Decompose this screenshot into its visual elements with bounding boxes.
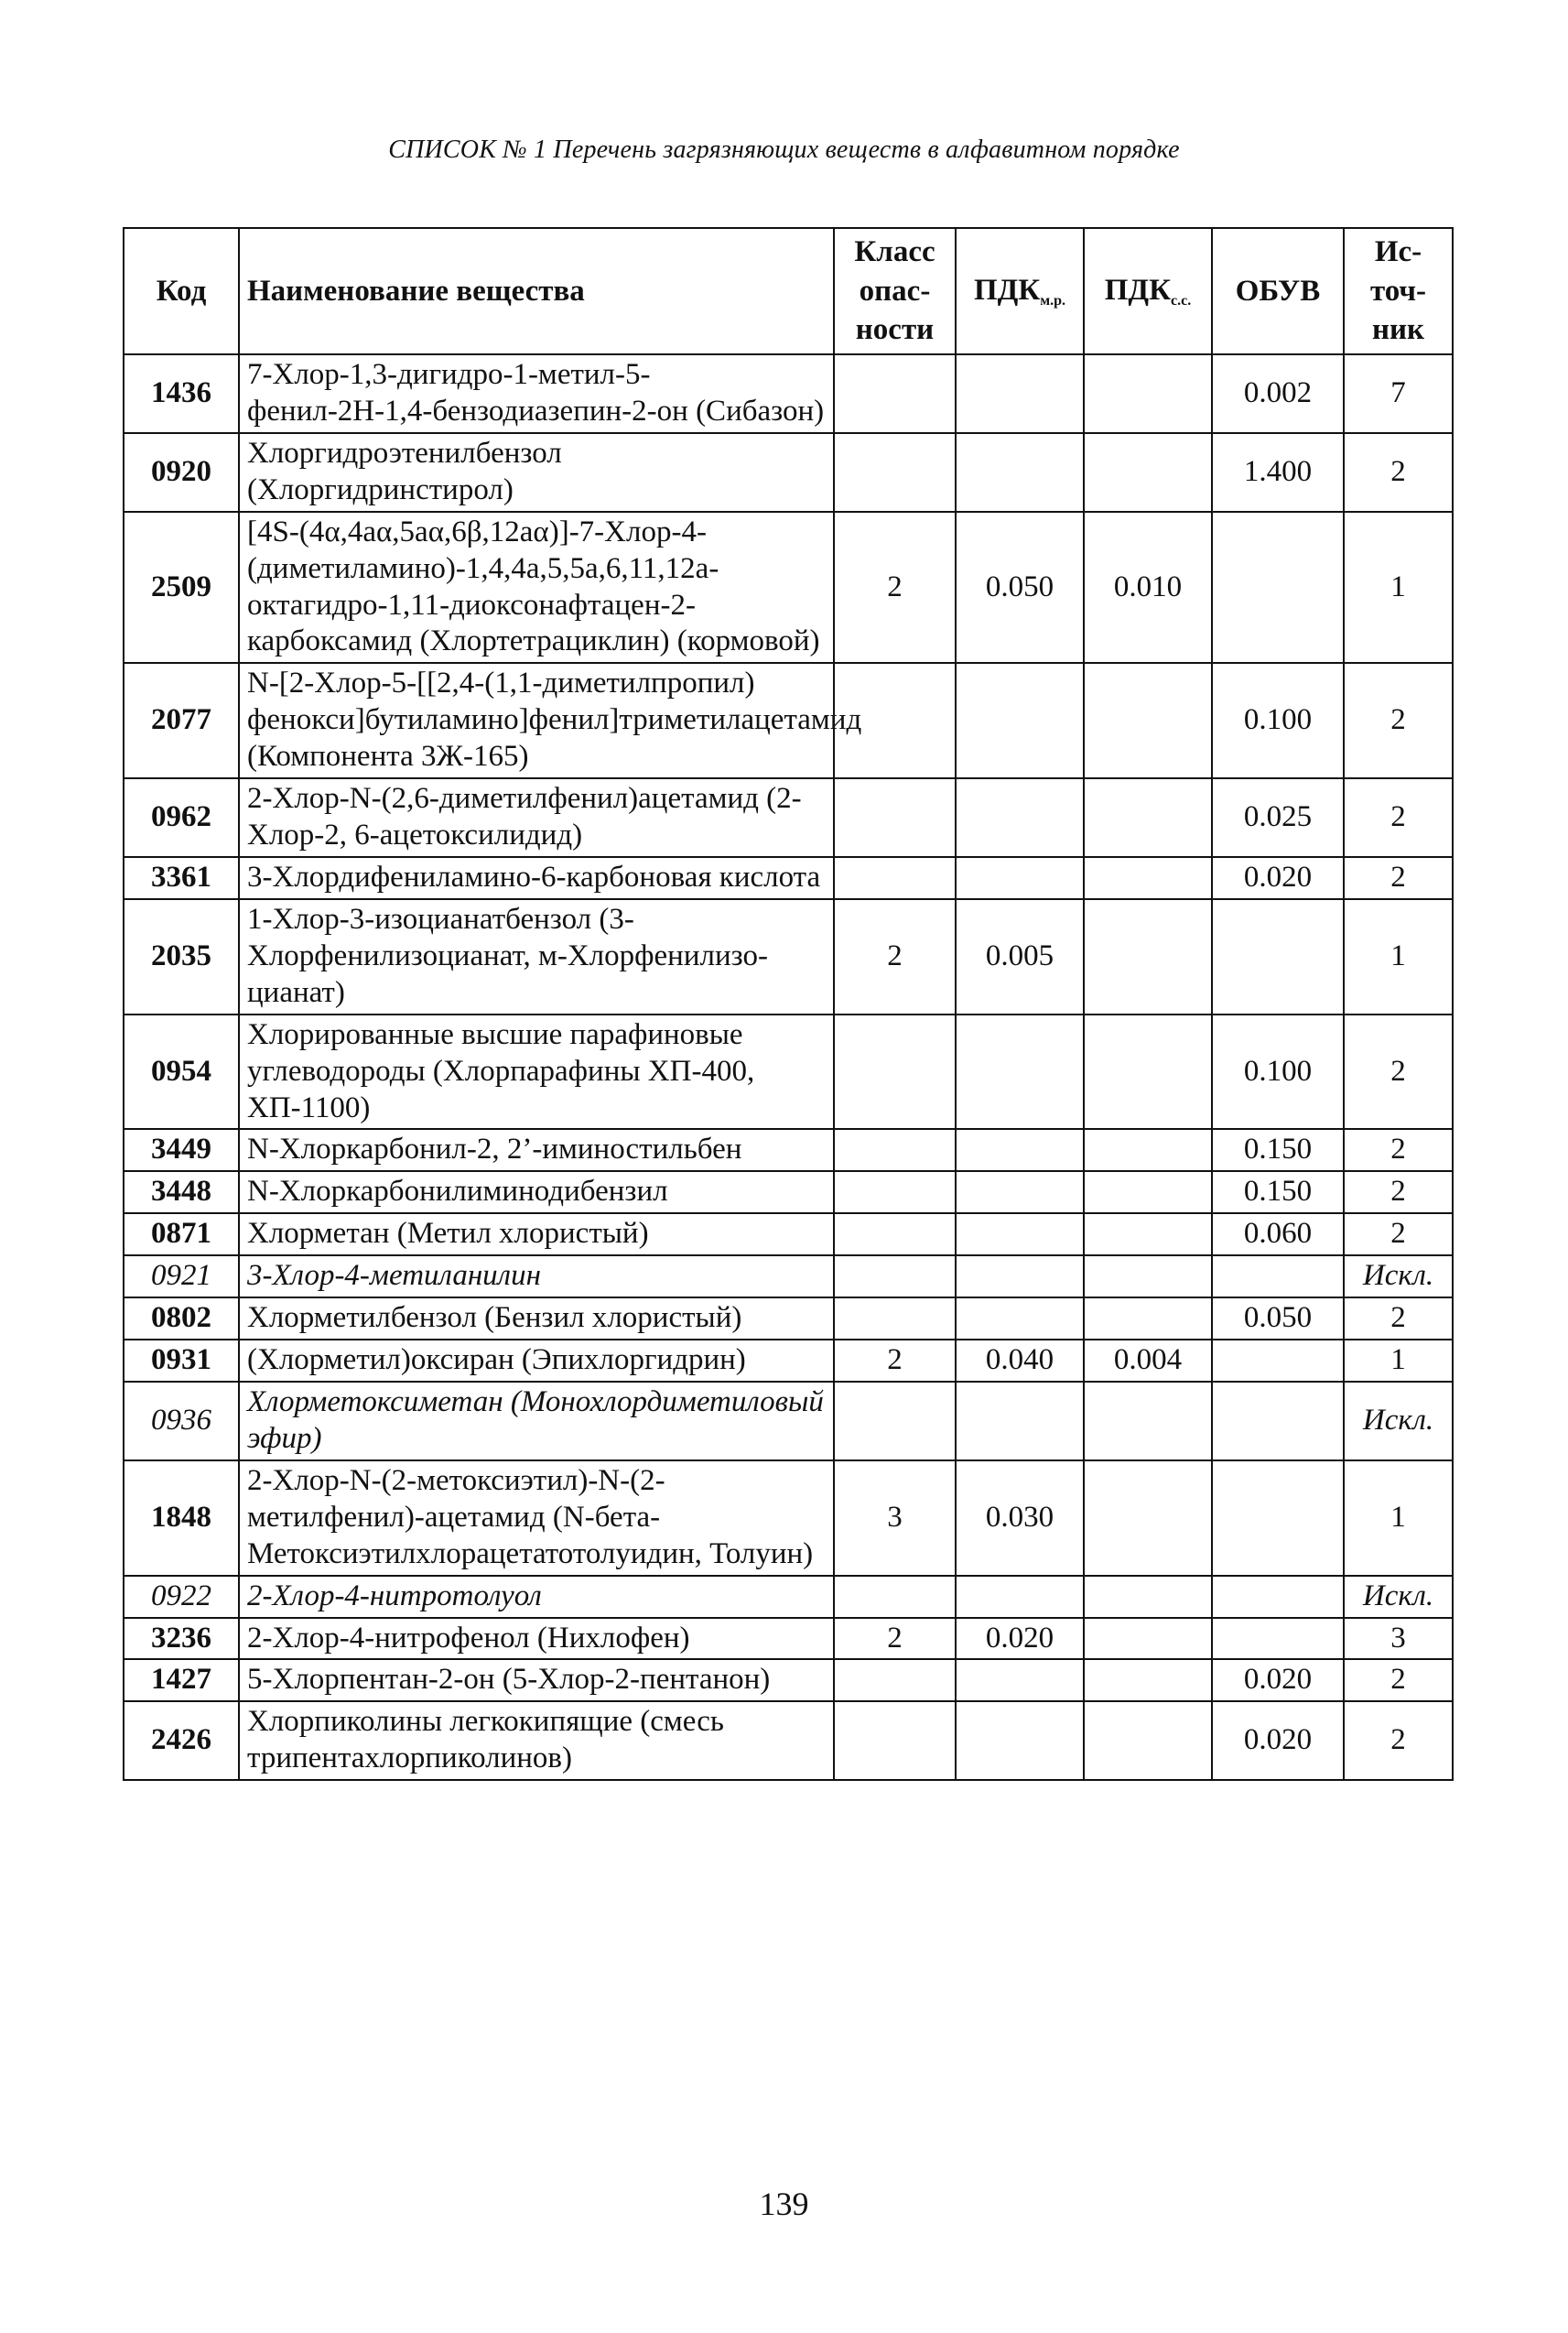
cell-code: 2426 [124,1701,239,1780]
table-row [124,899,1453,1015]
cell-source: 2 [1344,1015,1453,1130]
cell-pdk-mr: 0.040 [956,1340,1084,1382]
cell-code: 0931 [124,1340,239,1382]
cell-name: 1-Хлор-3-изоцианатбензол (3-Хлорфенилизоцианат, м-Хлорфенилизо-цианат) [239,899,834,1015]
table-row [124,1460,1453,1576]
cell-name: 3-Хлордифениламино-6-карбоновая кислота [239,857,834,899]
cell-hazard-class [834,1129,956,1171]
cell-name: N-Хлоркарбонил-2, 2’-иминостильбен [239,1129,834,1171]
cell-pdk-mr [956,1129,1084,1171]
cell-code: 0871 [124,1213,239,1255]
cell-hazard-class [834,1255,956,1297]
cell-source: 2 [1344,1129,1453,1171]
cell-hazard-class: 2 [834,512,956,664]
header-source-line: ник [1371,313,1425,347]
cell-pdk-ss [1084,1297,1212,1340]
cell-pdk-mr [956,1255,1084,1297]
cell-hazard-class [834,433,956,512]
cell-obuv [1212,899,1344,1015]
cell-name: Хлорметоксиметан (Монохлордиметиловый эфир) [239,1382,834,1460]
cell-obuv [1212,1460,1344,1576]
cell-obuv: 0.020 [1212,857,1344,899]
table-row [124,1015,1453,1130]
table-row [124,354,1453,433]
header-code: Код [124,228,239,354]
table-row [124,1618,1453,1660]
table-row [124,663,1453,778]
cell-obuv: 0.050 [1212,1297,1344,1340]
cell-pdk-ss [1084,1701,1212,1780]
cell-pdk-ss [1084,1129,1212,1171]
cell-name: 3-Хлор-4-метиланилин [239,1255,834,1297]
header-pdk-ss-sub: с.с. [1171,293,1192,309]
cell-code: 0936 [124,1382,239,1460]
cell-obuv [1212,1255,1344,1297]
cell-name: [4S-(4α,4аα,5аα,6β,12аα)]-7-Хлор-4-(диметиламино)-1,4,4а,5,5а,6,11,12а-октагидро-1,11-диоксонафтацен-2-карбоксамид (Хлортетрациклин) (кормовой) [239,512,834,664]
cell-name: 2-Хлор-4-нитрофенол (Нихлофен) [239,1618,834,1660]
cell-pdk-ss [1084,1382,1212,1460]
cell-hazard-class [834,1171,956,1213]
cell-code: 2035 [124,899,239,1015]
table-row [124,857,1453,899]
cell-source: 7 [1344,354,1453,433]
header-source [1344,228,1453,354]
table-row [124,1129,1453,1171]
cell-hazard-class [834,1576,956,1618]
cell-name: Хлорметилбензол (Бензил хлористый) [239,1297,834,1340]
cell-name: Хлоргидроэтенилбензол (Хлоргидринстирол) [239,433,834,512]
cell-pdk-ss [1084,857,1212,899]
cell-pdk-ss [1084,778,1212,857]
cell-pdk-mr [956,433,1084,512]
cell-pdk-mr [956,1297,1084,1340]
cell-name: Хлорметан (Метил хлористый) [239,1213,834,1255]
cell-code: 0802 [124,1297,239,1340]
header-hazard-class [834,228,956,354]
cell-name: 2-Хлор-N-(2-метоксиэтил)-N-(2-метилфенил)-ацетамид (N-бета-Метоксиэтилхлорацетатотолуидин, Толуин) [239,1460,834,1576]
header-pdk-mr-sub: м.р. [1040,293,1066,309]
header-source-line: Ис- [1374,234,1422,268]
cell-obuv: 0.100 [1212,1015,1344,1130]
substances-table [123,227,1454,1781]
cell-code: 3449 [124,1129,239,1171]
cell-pdk-mr: 0.030 [956,1460,1084,1576]
cell-code: 3361 [124,857,239,899]
cell-code: 0920 [124,433,239,512]
header-pdk-mr [956,228,1084,354]
cell-hazard-class: 2 [834,1340,956,1382]
cell-obuv [1212,1576,1344,1618]
cell-obuv: 0.150 [1212,1129,1344,1171]
cell-hazard-class [834,857,956,899]
cell-name: N-[2-Хлор-5-[[2,4-(1,1-диметилпропил) фенокси]бутиламино]фенил]триметилацетамид (Компонента 3Ж-165) [239,663,834,778]
cell-name: N-Хлоркарбонилиминодибензил [239,1171,834,1213]
cell-source: 3 [1344,1618,1453,1660]
cell-pdk-mr [956,1015,1084,1130]
cell-code: 0921 [124,1255,239,1297]
cell-code: 2077 [124,663,239,778]
cell-name: Хлорпиколины легкокипящие (смесь трипентахлорпиколинов) [239,1701,834,1780]
cell-source: 2 [1344,433,1453,512]
cell-source: Искл. [1344,1255,1453,1297]
cell-pdk-ss [1084,1460,1212,1576]
cell-hazard-class: 2 [834,1618,956,1660]
cell-pdk-mr [956,354,1084,433]
cell-source: 2 [1344,1213,1453,1255]
cell-pdk-ss [1084,1213,1212,1255]
cell-pdk-ss [1084,1255,1212,1297]
cell-pdk-ss [1084,433,1212,512]
cell-pdk-mr [956,663,1084,778]
header-pdk-ss [1084,228,1212,354]
cell-pdk-mr [956,1576,1084,1618]
header-hazard-class-line: ности [855,313,935,347]
header-name: Наименование вещества [239,228,834,354]
table-row [124,512,1453,664]
table-row [124,1382,1453,1460]
cell-hazard-class [834,778,956,857]
cell-pdk-ss [1084,899,1212,1015]
cell-name: (Хлорметил)оксиран (Эпихлоргидрин) [239,1340,834,1382]
header-source-line: точ- [1369,274,1427,308]
cell-obuv [1212,1340,1344,1382]
cell-pdk-ss: 0.004 [1084,1340,1212,1382]
cell-pdk-ss [1084,663,1212,778]
cell-pdk-ss: 0.010 [1084,512,1212,664]
cell-code: 0954 [124,1015,239,1130]
cell-pdk-ss [1084,1576,1212,1618]
cell-hazard-class [834,1213,956,1255]
cell-obuv [1212,1382,1344,1460]
cell-pdk-mr [956,857,1084,899]
cell-hazard-class: 3 [834,1460,956,1576]
cell-obuv: 0.060 [1212,1213,1344,1255]
cell-code: 1848 [124,1460,239,1576]
cell-obuv: 1.400 [1212,433,1344,512]
cell-source: Искл. [1344,1382,1453,1460]
cell-source: Искл. [1344,1576,1453,1618]
cell-source: 1 [1344,899,1453,1015]
cell-code: 0922 [124,1576,239,1618]
cell-pdk-mr: 0.005 [956,899,1084,1015]
cell-name: 2-Хлор-4-нитротолуол [239,1576,834,1618]
header-hazard-class-line: Класс [854,234,935,268]
cell-source: 1 [1344,512,1453,664]
cell-obuv [1212,512,1344,664]
cell-code: 1427 [124,1659,239,1701]
cell-pdk-ss [1084,1015,1212,1130]
cell-obuv: 0.025 [1212,778,1344,857]
cell-obuv: 0.100 [1212,663,1344,778]
cell-source: 2 [1344,663,1453,778]
cell-hazard-class [834,1701,956,1780]
cell-code: 3448 [124,1171,239,1213]
cell-source: 2 [1344,1297,1453,1340]
table-row [124,1576,1453,1618]
cell-pdk-mr [956,1171,1084,1213]
cell-pdk-ss [1084,1171,1212,1213]
cell-obuv [1212,1618,1344,1660]
cell-pdk-mr [956,1659,1084,1701]
cell-hazard-class: 2 [834,899,956,1015]
cell-source: 2 [1344,1171,1453,1213]
cell-name: 7-Хлор-1,3-дигидро-1-метил-5-фенил-2Н-1,4-бензодиазепин-2-он (Сибазон) [239,354,834,433]
cell-source: 2 [1344,857,1453,899]
cell-hazard-class [834,1382,956,1460]
header-obuv: ОБУВ [1212,228,1344,354]
cell-name: 5-Хлорпентан-2-он (5-Хлор-2-пентанон) [239,1659,834,1701]
table-row [124,433,1453,512]
cell-pdk-mr [956,1701,1084,1780]
cell-pdk-mr: 0.050 [956,512,1084,664]
table-row [124,1255,1453,1297]
cell-code: 3236 [124,1618,239,1660]
table-row [124,778,1453,857]
cell-obuv: 0.150 [1212,1171,1344,1213]
cell-hazard-class [834,1297,956,1340]
cell-pdk-ss [1084,1659,1212,1701]
page-number: 139 [759,2186,809,2222]
cell-pdk-ss [1084,354,1212,433]
table-row [124,1213,1453,1255]
cell-source: 1 [1344,1460,1453,1576]
cell-pdk-ss [1084,1618,1212,1660]
cell-pdk-mr [956,1213,1084,1255]
page-header: СПИСОК № 1 Перечень загрязняющих веществ в алфавитном порядке [388,136,1180,164]
cell-source: 2 [1344,1701,1453,1780]
table-row [124,1701,1453,1780]
table-header [124,228,1453,354]
cell-obuv: 0.020 [1212,1659,1344,1701]
cell-obuv: 0.020 [1212,1701,1344,1780]
cell-obuv: 0.002 [1212,354,1344,433]
cell-pdk-mr [956,1382,1084,1460]
header-pdk-mr-base: ПДК [973,274,1041,308]
cell-source: 2 [1344,778,1453,857]
cell-pdk-mr: 0.020 [956,1618,1084,1660]
cell-source: 2 [1344,1659,1453,1701]
cell-pdk-mr [956,778,1084,857]
header-pdk-ss-base: ПДК [1104,274,1172,308]
cell-hazard-class [834,1659,956,1701]
cell-name: Хлорированные высшие парафиновые углеводороды (Хлорпарафины ХП-400, ХП-1100) [239,1015,834,1130]
cell-name: 2-Хлор-N-(2,6-диметилфенил)ацетамид (2-Хлор-2, 6-ацетоксилидид) [239,778,834,857]
cell-code: 2509 [124,512,239,664]
cell-source: 1 [1344,1340,1453,1382]
table-row [124,1340,1453,1382]
cell-code: 1436 [124,354,239,433]
table-row [124,1297,1453,1340]
cell-hazard-class [834,1015,956,1130]
table-body [124,354,1453,1780]
table-row [124,1659,1453,1701]
cell-code: 0962 [124,778,239,857]
table-row [124,1171,1453,1213]
header-hazard-class-line: опас- [859,274,931,308]
cell-hazard-class [834,354,956,433]
